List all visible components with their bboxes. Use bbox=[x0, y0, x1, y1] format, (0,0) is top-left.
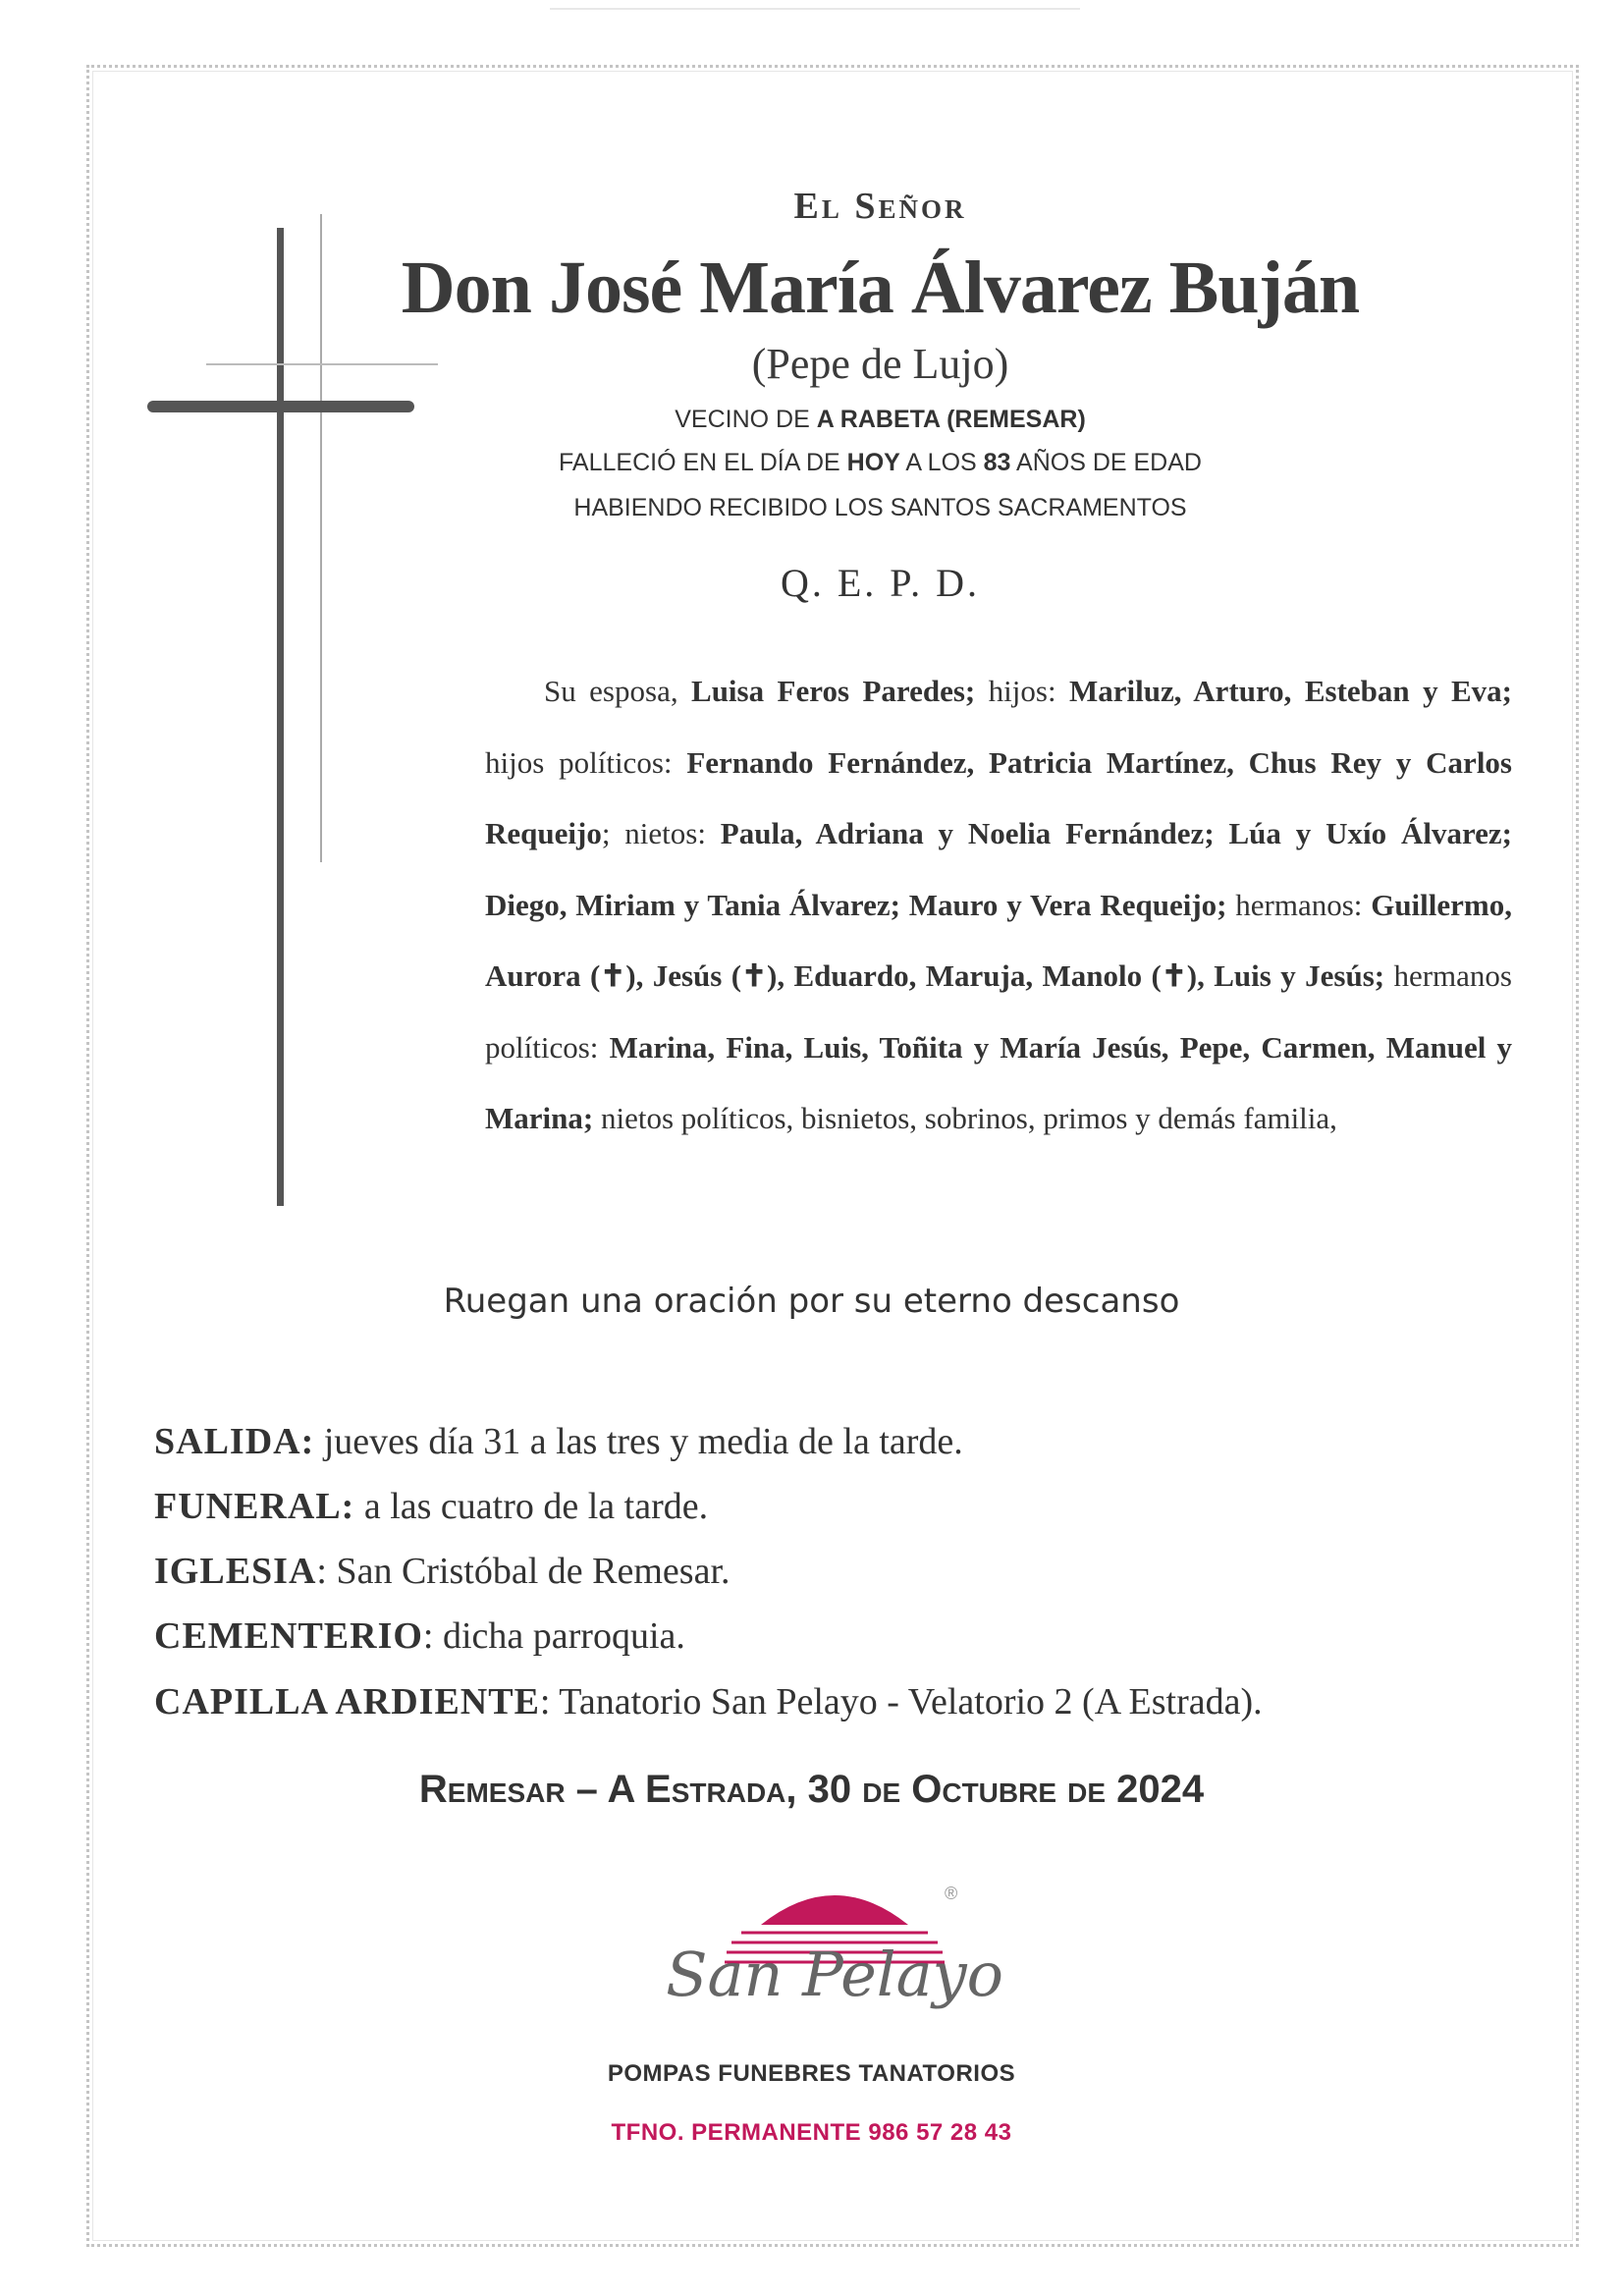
death-line: FALLECIÓ EN EL DÍA DE HOY A LOS 83 AÑOS DE EDAD bbox=[559, 449, 1202, 476]
family-segment: ; nietos: bbox=[601, 816, 721, 850]
prayer-request: Ruegan una oración por su eterno descanso bbox=[443, 1282, 1180, 1321]
family-segment: Paula, Adriana y Noelia Fernández; Lúa y Uxío Álvarez; Diego, Miriam y Tania Álvarez; Mauro y Vera Requeijo; bbox=[485, 816, 1512, 922]
family-segment: nietos políticos, bisnietos, sobrinos, primos y demás familia, bbox=[593, 1101, 1337, 1135]
services-label: POMPAS FUNEBRES TANATORIOS bbox=[607, 2060, 1016, 2087]
detail-iglesia: IGLESIA: San Cristóbal de Remesar. bbox=[154, 1551, 730, 1592]
detail-salida: SALIDA: jueves día 31 a las tres y media de la tarde. bbox=[154, 1421, 963, 1462]
detail-funeral: FUNERAL: a las cuatro de la tarde. bbox=[154, 1486, 709, 1527]
san-pelayo-logo bbox=[666, 1866, 1003, 2033]
qepd: Q. E. P. D. bbox=[780, 561, 981, 605]
phone-label: TFNO. PERMANENTE 986 57 28 43 bbox=[611, 2119, 1012, 2146]
family-segment: Marina, Fina, Luis, Toñita y María Jesús, Pepe, Carmen, Manuel y Marina; bbox=[485, 1029, 1512, 1135]
sacraments-line: HABIENDO RECIBIDO LOS SANTOS SACRAMENTOS bbox=[573, 494, 1187, 521]
detail-cementerio: CEMENTERIO: dicha parroquia. bbox=[154, 1615, 685, 1657]
honorific: El Señor bbox=[793, 186, 967, 227]
logo-wordmark: San Pelayo bbox=[666, 1939, 1003, 2010]
dateline: Remesar – A Estrada, 30 de Octubre de 2024 bbox=[418, 1768, 1205, 1811]
registered-mark: ® bbox=[945, 1884, 958, 1903]
family-segment: Guillermo, Aurora (✝), Jesús (✝), Eduardo, Maruja, Manolo (✝), Luis y Jesús; bbox=[485, 887, 1512, 993]
detail-capilla: CAPILLA ARDIENTE: Tanatorio San Pelayo - Velatorio 2 (A Estrada). bbox=[154, 1681, 1263, 1722]
family-segment: Luisa Feros Paredes; bbox=[691, 674, 976, 708]
scan-top-line bbox=[550, 8, 1080, 10]
alias: (Pepe de Lujo) bbox=[751, 340, 1009, 388]
family-segment: hermanos: bbox=[1226, 887, 1372, 922]
family-segment: Mariluz, Arturo, Esteban y Eva; bbox=[1069, 674, 1513, 708]
family-paragraph bbox=[485, 656, 1512, 1155]
deceased-name: Don José María Álvarez Buján bbox=[401, 246, 1360, 329]
family-segment: hijos: bbox=[975, 674, 1070, 708]
family-segment: hermanos políticos: bbox=[485, 958, 1512, 1065]
residence-line: VECINO DE A RABETA (REMESAR) bbox=[675, 406, 1086, 433]
family-segment: hijos políticos: bbox=[485, 744, 687, 780]
family-segment: Fernando Fernández, Patricia Martínez, Chus Rey y Carlos Requeijo bbox=[485, 744, 1512, 850]
family-segment: Su esposa, bbox=[544, 674, 692, 708]
